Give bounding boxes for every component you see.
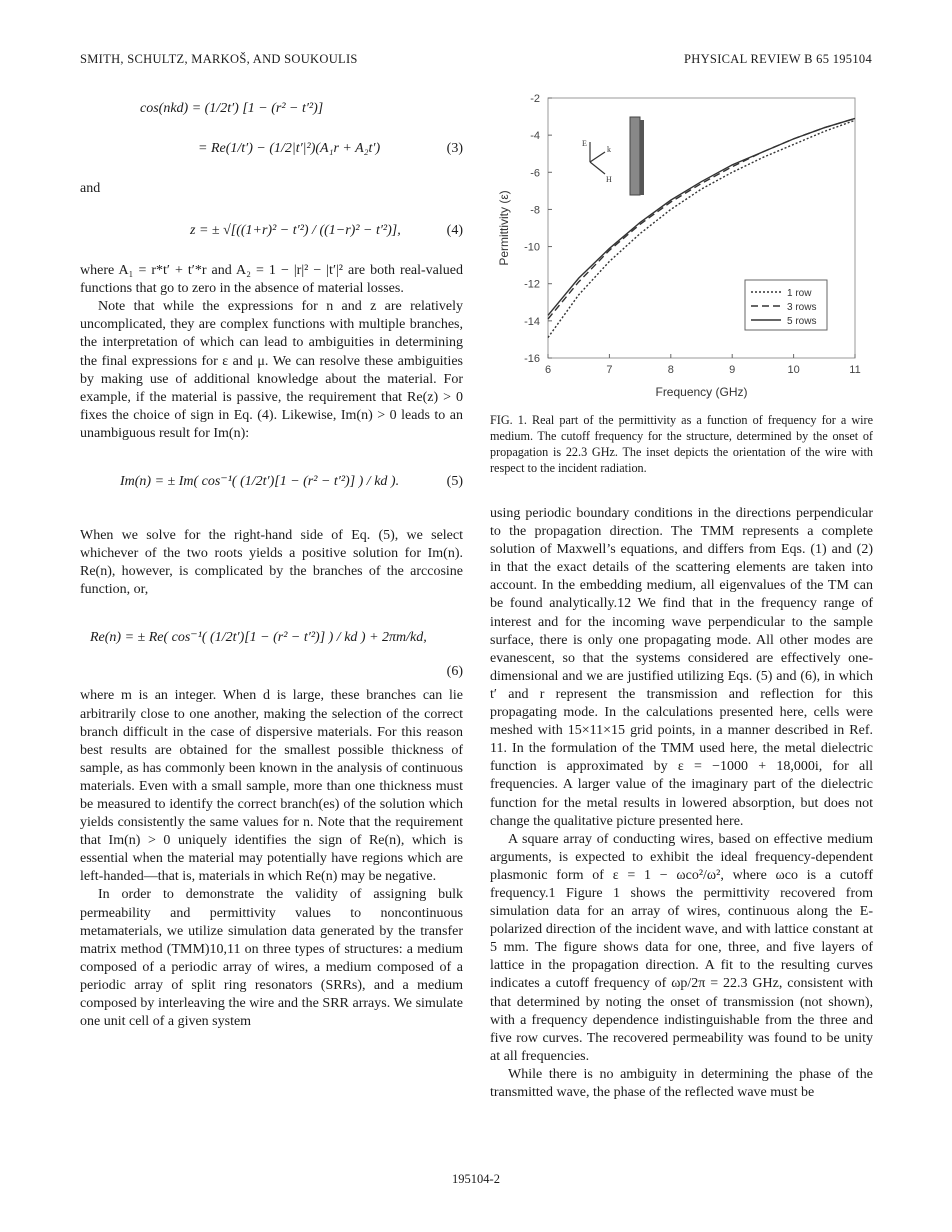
equation-5: Im(n) = ± Im( cos⁻¹( (1/2t′)[1 − (r² − t′²)] ) / kd ). (5) xyxy=(80,443,463,527)
and-text: and xyxy=(80,181,101,196)
paragraph-phase: While there is no ambiguity in determining the phase of the transmitted wave, the phase of the reflected wave must be xyxy=(490,1066,873,1100)
figure-1 xyxy=(490,80,873,415)
paragraph-tmm-intro: In order to demonstrate the validity of assigning bulk permeability and permittivity values to noncontinuous metamaterials, we utilize simulation data generated by the transfer matrix method (TMM)10,11 on three types of structures: a medium composed of a periodic array of wires, a medium composed of a periodic array of split ring resonators (SRRs), and a medium composed by interleaving the wire and the SRR arrays. We simulate one unit cell of a given system xyxy=(80,887,463,1030)
chart-legend xyxy=(745,280,827,330)
x-tick-label: 10 xyxy=(787,364,800,376)
page-number: 195104-2 xyxy=(452,1172,500,1186)
right-column xyxy=(490,505,873,1102)
equation-3-line2: = Re(1/t′) − (1/2|t′|²)(A₁r + A₂t′) (3) xyxy=(80,132,463,180)
y-tick-label: -8 xyxy=(530,204,540,217)
paragraph-integer-m: where m is an integer. When d is large, these branches can lie arbitrarily close to one another, making the selection of the correct branch difficult in the case of dispersive materials. For this reason best results are obtained for the smallest possible thickness of sample, as has commonly been known in the analysis of continuous materials. Even with a small sample, more than one thickness must be measured to identify the correct branch(es) of the solution which yields consistently the same values for n. Note that the requirement that Im(n) > 0 uniquely identifies the sign of Re(n), which is essential when the material may potentially have regions which are left-handed—that is, materials in which Re(n) may be negative. xyxy=(80,688,463,885)
running-header-authors: SMITH, SCHULTZ, MARKOŠ, AND SOUKOULIS xyxy=(80,52,358,66)
x-tick-label: 6 xyxy=(544,364,552,376)
paragraph-tmm-details: using periodic boundary conditions in the directions perpendicular to the propagation direction. The TMM represents a complete solution of Maxwell’s equations, and differs from Eqs. (1) and (2) in that the exact details of the scattering elements are taken into account. In the embedding medium, all eigenvalues of the TM can be found analytically.12 We find that in the frequency range of interest and for the incoming wave perpendicular to the sample surface, there is only one propagating mode. All other modes are evanescent, so that the systems considered are effectively one-dimensional and we are justified utilizing Eqs. (5) and (6), in which t′ and r represent the transmission and reflection for this propagating mode. In the calculations presented here, cells were meshed with 15×11×15 grid points, in a manner described in Ref. 11. In the formulation of the TMM used here, the metal dielectric function is approximated by ε = −1000 + 18,000i, for all frequencies. A larger value of the imaginary part of the dielectric function for the metal results in lowered absorption, but does not change the qualitative picture presented here. xyxy=(490,506,873,829)
paragraph-roots: When we solve for the right-hand side of Eq. (5), we select whichever of the two roots yields a positive solution for Im(n). Re(n), however, is complicated by the branches of the arccosine function, or, xyxy=(80,528,463,598)
wire-inset xyxy=(630,117,640,195)
equation-4-number: (4) xyxy=(446,223,463,239)
paragraph-real-valued: where A₁ = r*t′ + t′*r and A₂ = 1 − |r|² − |t′|² are both real-valued functions that go to zero in the absence of material losses. xyxy=(80,263,463,297)
y-tick-label: -14 xyxy=(524,315,540,328)
paragraph-wire-array: A square array of conducting wires, based on effective medium arguments, is expected to exhibit the ideal frequency-dependent plasmonic form of ε = 1 − ωco²/ω², where ωco is a cutoff frequency.1 Figure 1 shows the permittivity recovered from simulation data for an array of wires, continuous along the E-polarized direction of the incident wave, and with lattice constant at 5 mm. The figure shows data for one, three, and five layers of lattice in the propagation direction. A fit to the resulting curves indicates a cutoff frequency of ωp/2π = 22.3 GHz, consistent with that determined by noting the onset of transmission (not shown), with a frequency dependence indistinguishable from the three and five row curves. The recovered permeability was found to be unity at all frequencies. xyxy=(490,831,873,1064)
permittivity-chart xyxy=(490,80,873,410)
legend-label: 5 rows xyxy=(787,316,817,327)
equation-3-line1: cos(nkd) = (1/2t′) [1 − (r² − t′²)] xyxy=(140,101,324,116)
inset-e-label: E xyxy=(582,139,587,148)
left-column xyxy=(80,92,463,1031)
y-tick-label: -12 xyxy=(524,278,540,291)
y-axis-label: Permittivity (ε) xyxy=(497,190,511,266)
inset-k-label: k xyxy=(607,145,611,154)
y-tick-label: -16 xyxy=(524,353,540,365)
equation-3-number: (3) xyxy=(446,141,463,156)
x-axis-label: Frequency (GHz) xyxy=(655,385,748,399)
legend-label: 1 row xyxy=(787,288,812,299)
wire-inset-side xyxy=(640,120,644,195)
x-tick-label: 9 xyxy=(729,364,736,376)
y-tick-label: -2 xyxy=(530,93,540,105)
x-tick-label: 7 xyxy=(606,364,613,376)
equation-6: Re(n) = ± Re( cos⁻¹( (1/2t′)[1 − (r² − t′²)] ) / kd ) + 2πm/kd, (6) xyxy=(80,599,463,687)
legend-label: 3 rows xyxy=(787,302,817,313)
inset-k-arrow xyxy=(590,152,605,162)
paragraph-branches: Note that while the expressions for n and z are relatively uncomplicated, they are complex functions with multiple branches, the interpretation of which can lead to ambiguities in determining the final expressions for ε and μ. We can resolve these ambiguities by making use of additional knowledge about the material. For example, if the material is passive, the requirement that Re(z) > 0 fixes the choice of sign in Eq. (4). Likewise, Im(n) > 0 leads to an unambiguous result for Im(n): xyxy=(80,299,463,441)
x-tick-label: 11 xyxy=(849,364,861,376)
figure-1-caption: FIG. 1. Real part of the permittivity as a function of frequency for a wire medium. The cutoff frequency for the structure, determined by the onset of propagation is 22.3 GHz. The inset depicts the orientation of the wire with respect to the incident radiation. xyxy=(490,413,873,475)
inset-h-arrow xyxy=(590,162,605,174)
equation-5-number: (5) xyxy=(446,474,463,490)
equation-4: z = ± √[((1+r)² − t′²) / ((1−r)² − t′²)], (4) xyxy=(80,206,463,262)
x-tick-label: 8 xyxy=(667,364,674,376)
y-tick-label: -10 xyxy=(524,241,540,254)
running-header-journal: PHYSICAL REVIEW B 65 195104 xyxy=(684,52,872,66)
inset-h-label: H xyxy=(606,175,612,184)
y-tick-label: -4 xyxy=(530,130,540,143)
y-tick-label: -6 xyxy=(530,167,540,180)
equation-6-number: (6) xyxy=(446,664,463,680)
